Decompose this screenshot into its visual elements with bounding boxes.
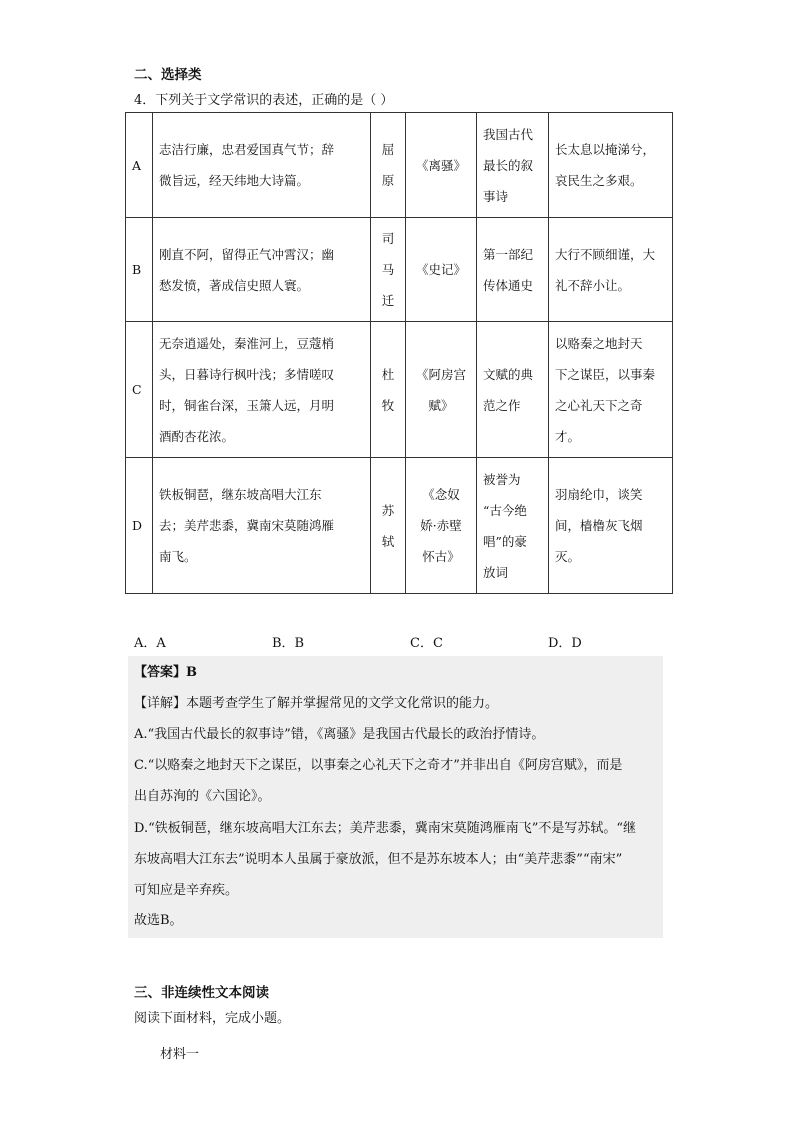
- author-cell: [371, 458, 406, 594]
- question-stem: 4．下列关于文学常识的表述，正确的是（ ）: [134, 93, 394, 108]
- quote-cell-line: 间，樯橹灰飞烟: [555, 518, 643, 533]
- table-row: [126, 218, 673, 322]
- quote-cell-line: 长太息以掩涕兮，: [555, 142, 656, 157]
- couplet-cell-line: 南飞。: [159, 549, 197, 564]
- row-letter: C: [126, 322, 153, 458]
- work-cell: [406, 322, 477, 458]
- option-b: B．B: [272, 636, 305, 651]
- description-cell-line: 事诗: [483, 188, 509, 204]
- reading-instruction: 阅读下面材料，完成小题。: [134, 1011, 291, 1026]
- work-cell-line: 《念奴: [422, 487, 460, 502]
- literature-table: [125, 112, 673, 594]
- author-cell-line: 苏: [381, 502, 395, 518]
- couplet-cell: [153, 458, 371, 594]
- author-cell-line: 马: [381, 262, 395, 277]
- couplet-cell-line: 去；美芹悲黍，冀南宋莫随鸿雁: [159, 518, 335, 533]
- explanation-line: 东坡高唱大江东去”说明本人虽属于豪放派，但不是苏东坡本人；由“美芹悲黍”“南宋”: [134, 852, 623, 867]
- material-label: 材料一: [160, 1047, 200, 1062]
- option-c: C．C: [410, 636, 443, 651]
- quote-cell-line: 之心礼天下之奇: [555, 397, 643, 413]
- quote-cell-line: 羽扇纶巾，谈笑: [555, 487, 643, 502]
- description-cell-line: 范之作: [483, 397, 521, 413]
- couplet-cell-line: 微旨远，经天纬地大诗篇。: [159, 173, 310, 188]
- description-cell-line: 我国古代: [483, 126, 534, 142]
- description-cell: [477, 218, 549, 322]
- description-cell-line: 放词: [483, 564, 509, 580]
- work-cell-line: 怀古》: [422, 549, 460, 564]
- work-cell-line: 娇·赤壁: [420, 518, 462, 533]
- description-cell-line: 第一部纪: [483, 246, 534, 262]
- couplet-cell: [153, 218, 371, 322]
- description-cell-line: 文赋的典: [483, 366, 534, 382]
- couplet-cell-line: 无奈逍遥处，秦淮河上，豆蔻梢: [159, 335, 335, 351]
- quote-cell-line: 灭。: [555, 549, 581, 564]
- answer-options: [134, 632, 654, 652]
- author-cell-line: 杜: [381, 366, 395, 382]
- quote-cell-line: 才。: [555, 428, 581, 444]
- couplet-cell-line: 头，日暮诗行枫叶浅；多情嗟叹: [159, 366, 335, 382]
- work-cell: [406, 458, 477, 594]
- quote-cell-line: 以赂秦之地封天: [555, 335, 643, 351]
- author-cell-line: 迁: [381, 293, 395, 308]
- row-letter: A: [126, 113, 153, 218]
- work-cell-line: 赋》: [428, 397, 454, 413]
- author-cell: [371, 218, 406, 322]
- explanation-line: D.“铁板铜琶，继东坡高唱大江东去；美芹悲黍，冀南宋莫随鸿雁南飞”不是写苏轼。“继: [134, 821, 637, 836]
- description-cell-line: “古今绝: [483, 502, 527, 518]
- quote-cell: [549, 113, 673, 218]
- author-cell: [371, 113, 406, 218]
- explanation-line: 可知应是辛弃疾。: [134, 883, 239, 898]
- description-cell-line: 传体通史: [483, 277, 534, 293]
- quote-cell-line: 大行不顾细谨，大: [555, 246, 656, 262]
- work-cell: [406, 113, 477, 218]
- couplet-cell: [153, 322, 371, 458]
- answer-explanation-box: [128, 656, 663, 938]
- quote-cell: [549, 322, 673, 458]
- work-cell-line: 《离骚》: [415, 157, 466, 173]
- author-cell-line: 牧: [381, 397, 395, 413]
- quote-cell-line: 礼不辞小让。: [555, 277, 631, 293]
- explanation-line: 出自苏洵的《六国论》。: [134, 789, 271, 804]
- author-cell-line: 轼: [381, 533, 395, 549]
- author-cell-line: 屈: [381, 142, 395, 157]
- author-cell-line: 司: [381, 231, 395, 246]
- row-letter: B: [126, 218, 153, 322]
- table-row: [126, 322, 673, 458]
- couplet-cell-line: 时，铜雀台深，玉箫人远，月明: [159, 397, 335, 413]
- description-cell: [477, 113, 549, 218]
- work-cell-line: 《史记》: [415, 262, 466, 277]
- quote-cell-line: 哀民生之多艰。: [555, 173, 643, 188]
- detail-line: 【详解】本题考查学生了解并掌握常见的文学文化常识的能力。: [134, 696, 499, 711]
- quote-cell: [549, 458, 673, 594]
- section-title-choice: 二、选择类: [134, 67, 202, 83]
- description-cell-line: 最长的叙: [483, 157, 534, 173]
- description-cell-line: 唱”的豪: [483, 533, 527, 549]
- author-cell-line: 原: [381, 173, 395, 188]
- author-cell: [371, 322, 406, 458]
- description-cell-line: 被誉为: [483, 471, 521, 487]
- table-row: [126, 113, 673, 218]
- section-title-reading: 三、非连续性文本阅读: [134, 985, 269, 1001]
- work-cell-line: 《阿房宫: [415, 366, 466, 382]
- work-cell: [406, 218, 477, 322]
- couplet-cell-line: 铁板铜琶，继东坡高唱大江东: [159, 487, 322, 502]
- option-d: D．D: [548, 636, 582, 651]
- couplet-cell-line: 刚直不阿，留得正气冲霄汉；幽: [159, 246, 335, 262]
- explanation-line: C.“以赂秦之地封天下之谋臣，以事秦之心礼天下之奇才”并非出自《阿房宫赋》，而是: [134, 758, 623, 773]
- explanation-line: 故选B。: [134, 913, 183, 928]
- table-row: [126, 458, 673, 594]
- quote-cell: [549, 218, 673, 322]
- description-cell: [477, 322, 549, 458]
- row-letter: D: [126, 458, 153, 594]
- couplet-cell-line: 志洁行廉，忠君爱国真气节；辞: [159, 142, 335, 157]
- quote-cell-line: 下之谋臣，以事秦: [555, 366, 656, 382]
- couplet-cell: [153, 113, 371, 218]
- couplet-cell-line: 愁发愤，著成信史照人寰。: [159, 277, 310, 293]
- description-cell: [477, 458, 549, 594]
- explanation-line: A.“我国古代最长的叙事诗”错，《离骚》是我国古代最长的政治抒情诗。: [134, 727, 545, 742]
- answer-line: 【答案】B: [134, 665, 197, 680]
- option-a: A．A: [134, 636, 166, 651]
- couplet-cell-line: 酒酌杏花浓。: [159, 428, 235, 444]
